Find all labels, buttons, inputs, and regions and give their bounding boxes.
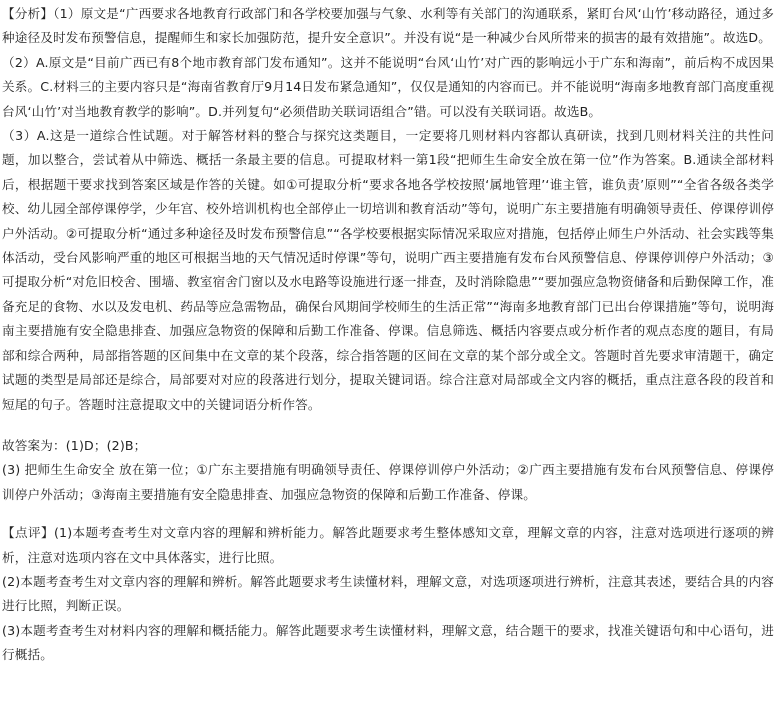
comment-part-2: (2)本题考查考生对文章内容的理解和辨析。解答此题要求考生读懂材料，理解文意，对选项逐项进行辨析，注意其表述，要结合具的内容进行比照，判断正误。 — [2, 573, 774, 614]
spacer — [2, 507, 774, 521]
analysis-part-3: （3）A.这是一道综合性试题。对于解答材料的整合与探究这类题目，一定要将几则材料内容都认真研读，找到几则材料关注的共性问题，加以整合，尝试着从中筛选、概括一条最主要的信息。可提取材料一第1段“把师生生命安全放在第一位”作为答案。B.通读全部材料后，根据题干要求找到答案区域是作答的关键。如①可提取分析“要求各地各学校按照‘属地管理’‘谁主管，谁负责’原则”“全省各级各类学校、幼儿园全部停课停学，少年宫、校外培训机构也全部停止一切培训和教育活动”等句，说明广东主要措施有明确领导责任、停课停训停户外活动。②可提取分析“通过多种途径及时发布预警信息”“各学校要根据实际情况采取应对措施，包括停止师生户外活动、社会实践等集体活动，受台风影响严重的地区可根据当地的天气情况适时停课”等句，说明广西主要措施有发布台风预警信息、停课停训停户外活动；③可提取分析“对危旧校舍、围墙、教室宿舍门窗以及水电路等设施进行逐一排查，及时消除隐患”“要加强应急物资储备和后勤保障工作，准备充足的食物、水以及发电机、药品等应急需物品，确保台风期间学校师生的生活正常”“海南多地教育部门已出台停课措施”等句，说明海南主要措施有安全隐患排查、加强应急物资的保障和后勤工作准备、停课。信息筛选、概括内容要点或分析作者的观点态度的题目，有局部和综合两种，局部指答题的区间集中在文章的某个段落，综合指答题的区间在文章的某个部分或全文。答题时首先要求审清题干，确定试题的类型是局部还是综合，局部要对对应的段落进行划分，提取关键词语。综合注意对局部或全文内容的概括，重点注意各段的段首和短尾的句子。答题时注意提取文中的关键词语分析作答。 — [2, 128, 774, 412]
analysis-part-1: 【分析】（1）原文是“广西要求各地教育行政部门和各学校要加强与气象、水利等有关部门的沟通联系，紧盯台风‘山竹’移动路径，通过多种途径及时发布预警信息，提醒师生和家长加强防范，提升安全意识”。并没有说“是一种减少台风所带来的损害的最有效措施”。故选D。 — [2, 6, 774, 46]
comment-section — [2, 521, 774, 667]
comment-part-1: 【点评】(1)本题考查考生对文章内容的理解和辨析能力。解答此题要求考生整体感知文章，理解文章的内容，注意对选项进行逐项的辨析，注意对选项内容在文中具体落实，进行比照。 — [2, 525, 774, 565]
comment-part-3: (3)本题考查考生对材料内容的理解和概括能力。解答此题要求考生读懂材料，理解文意，结合题干的要求，找准关键语句和中心语句，进行概括。 — [2, 622, 774, 663]
analysis-section — [2, 2, 774, 417]
answer-section — [2, 434, 774, 507]
analysis-part-2: （2）A.原文是“目前广西已有8个地市教育部门发布通知”。这并不能说明“台风‘山竹’对广西的影响远小于广东和海南”，前后构不成因果关系。C.材料三的主要内容只是“海南省教育厅9月14日发布紧急通知”，仅仅是通知的内容而已。并不能说明“海南多地教育部门高度重视台风‘山竹’对当地教育教学的影响”。D.并列复句“必须借助关联词语组合”错。可以没有关联词语。故选B。 — [2, 54, 774, 119]
answer-line-1: 故答案为：(1)D；(2)B； — [2, 437, 147, 453]
answer-line-2: (3) 把师生生命安全 放在第一位；①广东主要措施有明确领导责任、停课停训停户外活动；②广西主要措施有发布台风预警信息、停课停训停户外活动；③海南主要措施有安全隐患排查、加强应急物资的保障和后勤工作准备、停课。 — [2, 462, 774, 502]
spacer — [2, 417, 774, 434]
